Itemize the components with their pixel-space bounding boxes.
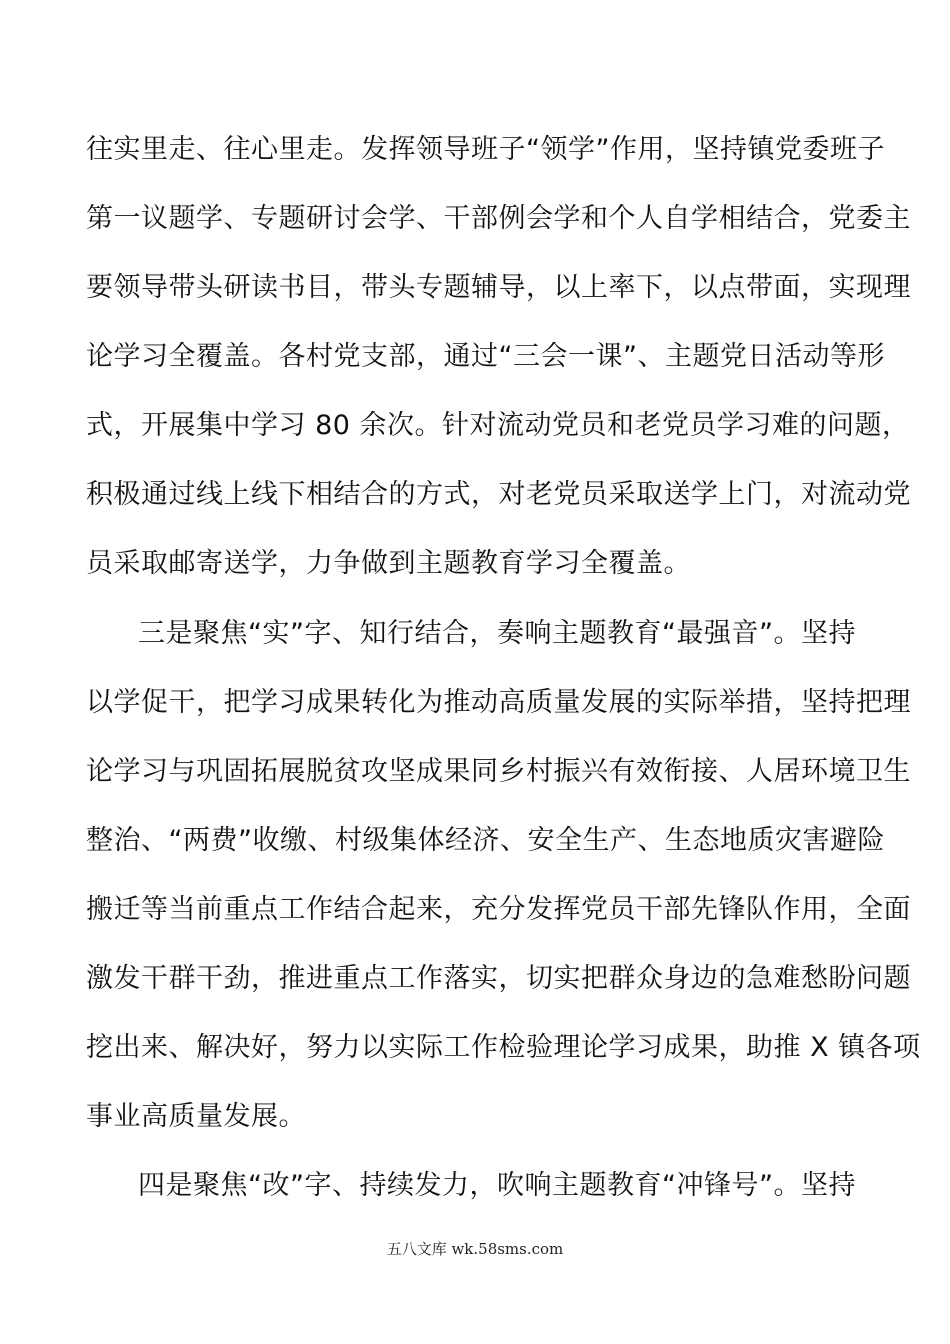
text-line: 积极通过线上线下相结合的方式，对老党员采取送学上门，对流动党 [86, 479, 911, 510]
text-line: 论学习全覆盖。各村党支部，通过“三会一课”、主题党日活动等形 [86, 341, 885, 372]
text-line: 第一议题学、专题研讨会学、干部例会学和个人自学相结合，党委主 [86, 203, 911, 234]
text-line: 挖出来、解决好，努力以实际工作检验理论学习成果，助推 X 镇各项 [86, 1032, 921, 1063]
text-line: 激发干群干劲，推进重点工作落实，切实把群众身边的急难愁盼问题 [86, 963, 911, 994]
text-line: 以学促干，把学习成果转化为推动高质量发展的实际举措，坚持把理 [86, 687, 911, 718]
text-line: 往实里走、往心里走。发挥领导班子“领学”作用，坚持镇党委班子 [86, 134, 885, 165]
paragraph-start-line: 三是聚焦“实”字、知行结合，奏响主题教育“最强音”。坚持 [138, 618, 856, 649]
text-line: 式，开展集中学习 80 余次。针对流动党员和老党员学习难的问题， [86, 410, 910, 441]
text-line: 员采取邮寄送学，力争做到主题教育学习全覆盖。 [86, 548, 691, 579]
text-line: 整治、“两费”收缴、村级集体经济、安全生产、生态地质灾害避险 [86, 825, 885, 856]
text-line: 搬迁等当前重点工作结合起来，充分发挥党员干部先锋队作用，全面 [86, 894, 911, 925]
paragraph-start-line: 四是聚焦“改”字、持续发力，吹响主题教育“冲锋号”。坚持 [138, 1170, 856, 1201]
text-line: 论学习与巩固拓展脱贫攻坚成果同乡村振兴有效衔接、人居环境卫生 [86, 756, 911, 787]
page-footer: 五八文库 wk.58sms.com [386, 1240, 564, 1258]
text-line: 事业高质量发展。 [86, 1101, 306, 1132]
text-line: 要领导带头研读书目，带头专题辅导，以上率下，以点带面，实现理 [86, 272, 911, 303]
